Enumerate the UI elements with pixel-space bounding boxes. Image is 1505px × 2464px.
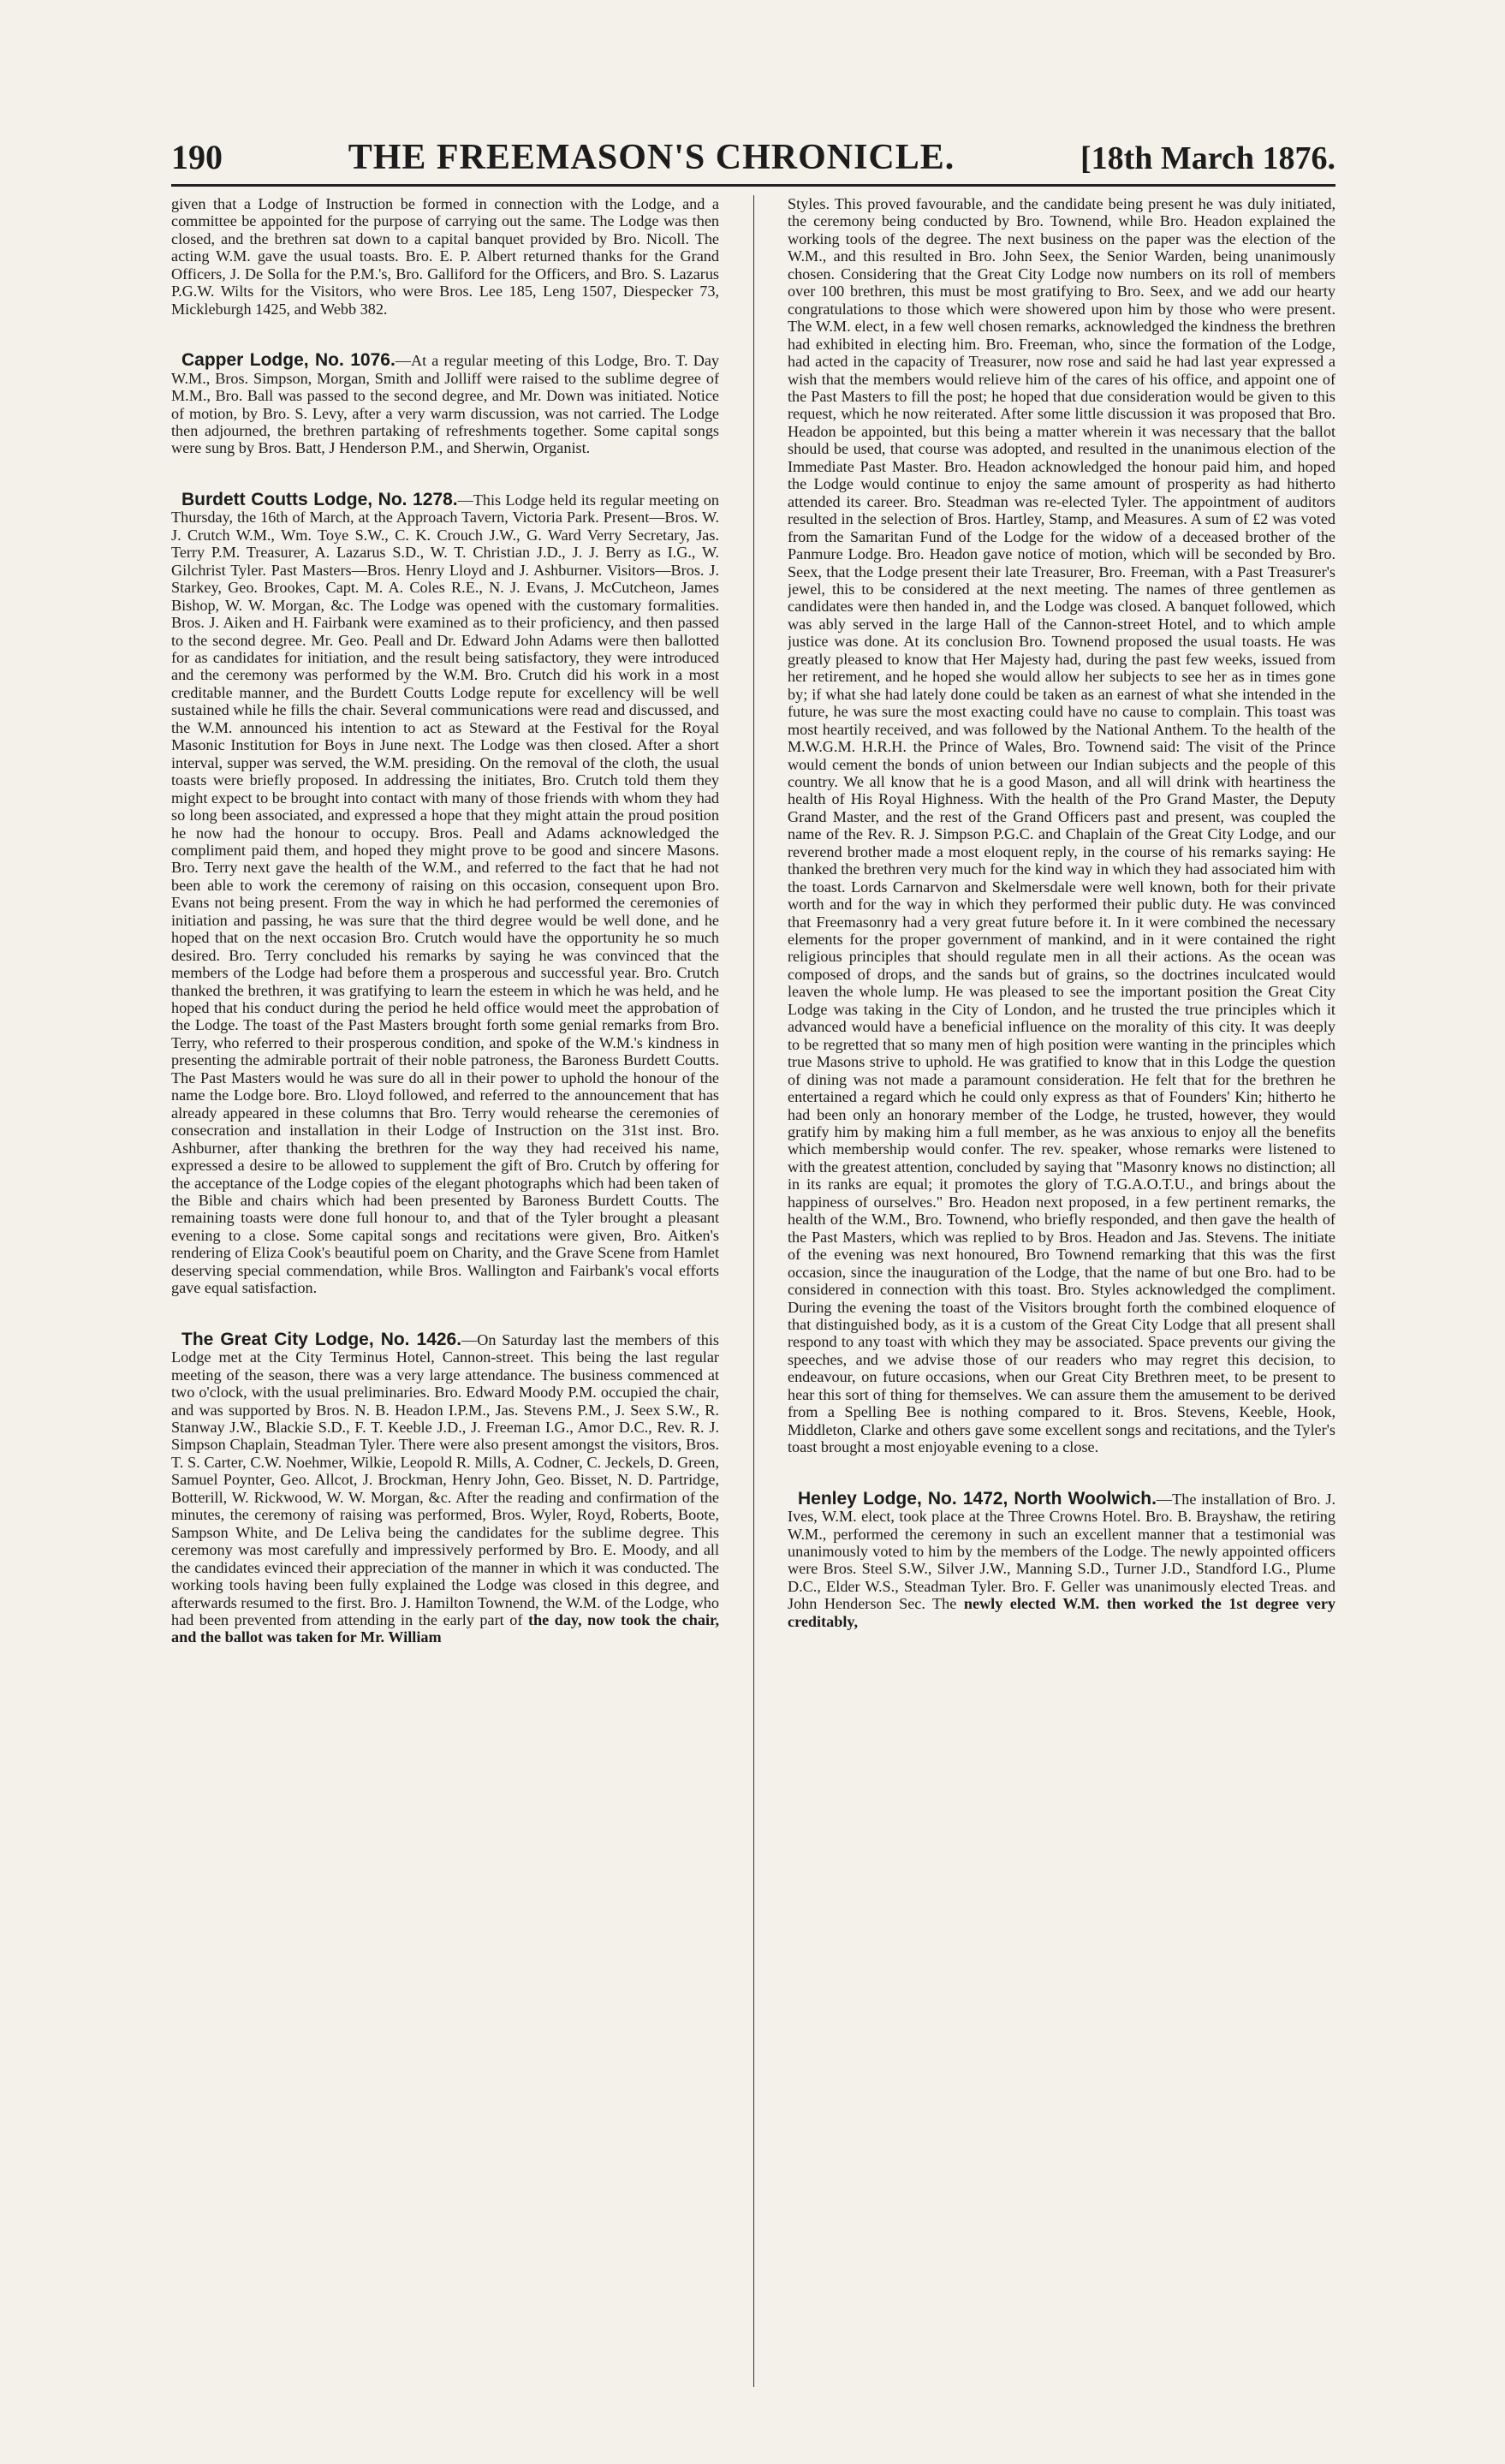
right-column	[788, 195, 1335, 2396]
masthead-title: THE FREEMASON'S CHRONICLE.	[348, 138, 955, 177]
article-heading: The Great City Lodge, No. 1426.	[181, 1329, 462, 1349]
page-number: 190	[171, 138, 223, 176]
article-body: —At a regular meeting of this Lodge, Bro. T. Day W.M., Bros. Simpson, Morgan, Smith and Jolliff were raised to the sublime degree of M.M., Bro. Ball was passed to the second degree, and Mr. Down was initiated. Notice of motion, by Bro. S. Levy, after a very warm discussion, was not carried. The Lodge then adjourned, the brethren partaking of refreshments together. Some capital songs were sung by Bros. Batt, J Henderson P.M., and Sherwin, Organist.	[171, 352, 719, 457]
article-burdett-coutts-lodge	[171, 491, 719, 1297]
article-continuation: Styles. This proved favourable, and the candidate being present he was duly initiated, the ceremony being conducted by Bro. Townend, while Bro. Headon explained the working tools of the degree. The next business on the paper was the election of the W.M., and this resulted in Bro. John Seex, the Senior Warden, being unanimously chosen. Considering that the Great City Lodge now numbers on its roll of members over 100 brethren, this must be most gratifying to Bro. Seex, and we add our hearty congratulations to those which were showered upon him by those who were present. The W.M. elect, in a few well chosen remarks, acknowledged the kindness the brethren had exhibited in electing him. Bro. Freeman, who, since the formation of the Lodge, had acted in the capacity of Treasurer, now rose and said he had last year expressed a wish that the members would relieve him of the cares of his office, and appoint one of the Past Masters to fill the post; he hoped that due consideration would be given to this request, which he now reiterated. After some little discussion it was proposed that Bro. Headon be appointed, but this being a matter wherein it was necessary that the ballot should be used, that course was adopted, and resulted in the unanimous election of the Immediate Past Master. Bro. Headon acknowledged the honour paid him, and hoped the Lodge would continue to enjoy the same amount of prosperity as had hitherto attended its career. Bro. Steadman was re-elected Tyler. The appointment of auditors resulted in the selection of Bros. Hartley, Stamp, and Measures. A sum of £2 was voted from the Samaritan Fund of the Lodge for the widow of a deceased brother of the Panmure Lodge. Bro. Headon gave notice of motion, which will be seconded by Bro. Seex, that the Lodge present their late Treasurer, Bro. Freeman, with a Past Treasurer's jewel, this to be considered at the next meeting. The names of three gentlemen as candidates were then handed in, and the Lodge was closed. A banquet followed, which was ably served in the large Hall of the Cannon-street Hotel, and to which ample justice was done. At its conclusion Bro. Townend proposed the usual toasts. He was greatly pleased to know that Her Majesty had, during the past few weeks, issued from her retirement, and he hoped she would allow her subjects to see her as in times gone by; if what she had lately done could be taken as an earnest of what she intended in the future, he was sure the most exacting could have no cause to complain. This toast was most heartily received, and was followed by the National Anthem. To the health of the M.W.G.M. H.R.H. the Prince of Wales, Bro. Townend said: The visit of the Prince would cement the bonds of union between our Indian subjects and the people of this country. We all know that he is a good Mason, and all will drink with heartiness the health of His Royal Highness. With the health of the Pro Grand Master, the Deputy Grand Master, and the rest of the Grand Officers past and present, was coupled the name of the Rev. R. J. Simpson P.G.C. and Chaplain of the Great City Lodge, and our reverend brother made a most eloquent reply, in the course of his remarks saying: He thanked the brethren very much for the kind way in which they had associated him with the toast. Lords Carnarvon and Skelmersdale were well known, both for their private worth and for the way in which they performed their public duty. He was convinced that Freemasonry had a very great future before it. In it were combined the necessary elements for the proper government of mankind, and in it were contained the right religious principles that should regulate men in all their actions. As the ocean was composed of drops, and the sands but of grains, so the doctrines inculcated would leaven the whole lump. He was pleased to see the important position the Great City Lodge was taking in the City of London, and he trusted the true principles which it advanced would have a beneficial influence on the morality of this city. It was deeply to be regretted that so many men of high position were wanting in the principles which true Masons strive to uphold. He was gratified to know that in this Lodge the question of dining was not made a paramount consideration. He felt that for the brethren he entertained a regard which he could only express as that of Founders' Kin; hitherto he had been only an honorary member of the Lodge, he trusted, however, they would gratify him by making him a full member, as he was anxious to enjoy all the benefits which membership would confer. The rev. speaker, whose remarks were listened to with the greatest attention, concluded by saying that "Masonry knows no distinction; all in its ranks are equal; it promotes the glory of T.G.A.O.T.U., and brings about the happiness of ourselves." Bro. Headon next proposed, in a few pertinent remarks, the health of the W.M., Bro. Townend, who briefly responded, and then gave the health of the Past Masters, which was replied to by Bros. Headon and Jas. Stevens. The initiate of the evening was next honoured, Bro Townend remarking that this was the first occasion, since the inauguration of the Lodge, that the name of but one Bro. had to be considered in connection with this toast. Bro. Styles acknowledged the compliment. During the evening the toast of the Visitors brought forth the combined eloquence of that distinguished body, as it is a custom of the Great City Lodge that all present shall respond to any toast with which they may be associated. Space prevents our giving the speeches, and we advise those of our readers who may regret this decision, to endeavour, on future occasions, when our Great City Brethren meet, to be present to hear this sort of thing for themselves. We can assure them the amusement to be derived from a Spelling Bee is nothing compared to it. Bros. Stevens, Keeble, Hook, Middleton, Clarke and others gave some excellent songs and recitations, and the Tyler's toast brought a most enjoyable evening to a close.	[788, 195, 1335, 1456]
article-henley-lodge	[788, 1488, 1335, 1631]
article-body: —On Saturday last the members of this Lodge met at the City Terminus Hotel, Cannon-street. This being the last regular meeting of the season, there was a very large attendance. The business commenced at two o'clock, with the usual preliminaries. Bro. Edward Moody P.M. occupied the chair, and was supported by Bros. N. B. Headon I.P.M., Jas. Stevens P.M., J. Seex S.W., R. Stanway J.W., Blackie S.D., F. T. Keeble J.D., J. Freeman I.G., Amor D.C., Rev. R. J. Simpson Chaplain, Steadman Tyler. There were also present amongst the visitors, Bros. T. S. Carter, C.W. Noehmer, Wilkie, Leopold R. Mills, A. Codner, C. Jeckels, D. Green, Samuel Poynter, Geo. Allcot, J. Brockman, Henry John, Geo. Bisset, N. D. Partridge, Botterill, W. Rickwood, W. W. Morgan, &c. After the reading and confirmation of the minutes, the ceremony of raising was performed, Bros. Wyler, Royd, Roberts, Boote, Sampson White, and De Leliva being the candidates for the sublime degree. This ceremony was most carefully and impressively performed by Bro. E. Moody, and all the candidates evinced their appreciation of the manner in which it was conducted. The working tools having been fully explained the Lodge was closed in this degree, and afterwards resumed to the first. Bro. J. Hamilton Townend, the W.M. of the Lodge, who had been prevented from attending in the early part of	[171, 1330, 719, 1628]
article-capper-lodge	[171, 352, 719, 457]
left-column	[171, 195, 719, 2396]
article-heading: Burdett Coutts Lodge, No. 1278.	[181, 489, 458, 509]
page-header	[171, 137, 1335, 178]
article-body: —The installation of Bro. J. Ives, W.M. elect, took place at the Three Crowns Hotel. Bro. B. Brayshaw, the retiring W.M., performed the ceremony in such an excellent manner that a testimonial was unanimously voted to him by the members of the Lodge. The newly appointed officers were Bros. Steel S.W., Silver J.W., Manning S.D., Turner J.D., Standford I.G., Plume D.C., Elder W.S., Steadman Tyler. Bro. F. Geller was unanimously elected Treas. and John Henderson Sec. The	[788, 1490, 1335, 1613]
article-body-last-line: the day, now took the chair, and the ballot was taken for Mr. William	[171, 1610, 719, 1646]
article-body-last-line: newly elected W.M. then worked the 1st degree very creditably,	[788, 1595, 1335, 1630]
article-heading: Henley Lodge, No. 1472, North Woolwich.	[798, 1488, 1157, 1509]
header-rule	[171, 184, 1335, 187]
article-great-city-lodge	[171, 1331, 719, 1646]
article-heading: Capper Lodge, No. 1076.	[181, 350, 396, 371]
column-divider	[753, 195, 754, 2387]
article-body: —This Lodge held its regular meeting on Thursday, the 16th of March, at the Approach Tavern, Victoria Park. Present—Bros. W. J. Crutch W.M., Wm. Toye S.W., C. K. Crouch J.W., G. Ward Verry Secretary, Jas. Terry P.M. Treasurer, A. Lazarus S.D., W. T. Christian J.D., J. J. Berry as I.G., W. Gilchrist Tyler. Past Masters—Bros. Henry Lloyd and J. Ashburner. Visitors—Bros. J. Starkey, Geo. Brookes, Capt. M. A. Coles R.E., N. J. Evans, J. McCutcheon, James Bishop, W. W. Morgan, &c. The Lodge was opened with the customary formalities. Bros. J. Aiken and H. Fairbank were examined as to their proficiency, and then passed to the second degree. Mr. Geo. Peall and Dr. Edward John Adams were then ballotted for as candidates for initiation, and the result being satisfactory, they were introduced and the ceremony was performed by the W.M. Bro. Crutch did his work in a most creditable manner, and the Burdett Coutts Lodge repute for excellency will be well sustained while he fills the chair. Several communications were read and discussed, and the W.M. announced his intention to act as Steward at the Festival for the Royal Masonic Institution for Boys in June next. The Lodge was then closed. After a short interval, supper was served, the W.M. presiding. On the removal of the cloth, the usual toasts were briefly proposed. In addressing the initiates, Bro. Crutch told them they might expect to be brought into contact with many of those friends with whom they had so long been associated, and expressed a hope that they might attain the proud position he now had the honour to occupy. Bros. Peall and Adams acknowledged the compliment paid them, and hoped they might prove to be good and sincere Masons. Bro. Terry next gave the health of the W.M., and referred to the fact that he had not been able to work the ceremony of raising on this occasion, consequent upon Bro. Evans not being present. From the way in which he had performed the ceremonies of initiation and passing, he was sure that the third degree would be well done, and he hoped that on the next occasion Bro. Crutch would have the opportunity he so much desired. Bro. Terry concluded his remarks by saying he was convinced that the members of the Lodge had before them a prosperous and successful year. Bro. Crutch thanked the brethren, it was gratifying to learn the esteem in which he was held, and he hoped that his conduct during the period he held office would meet the approbation of the Lodge. The toast of the Past Masters brought forth some genial remarks from Bro. Terry, who referred to their prosperous condition, and spoke of the W.M.'s kindness in presenting the admirable portrait of their noble patroness, the Baroness Burdett Coutts. The Past Masters would he was sure do all in their power to uphold the honour of the name the Lodge bore. Bro. Lloyd followed, and referred to the announcement that has already appeared in these columns that Bro. Terry would rehearse the ceremonies of consecration and installation in their Lodge of Instruction on the 31st inst. Bro. Ashburner, after thanking the brethren for the way they had received his name, expressed a desire to be allowed to supplement the gift of Bro. Crutch by offering for the acceptance of the Lodge copies of the elegant photographs which had been taken of the Bible and chairs which had been presented by Baroness Burdett Coutts. The remaining toasts were done full honour to, and that of the Tyler brought a pleasant evening to a close. Some capital songs and recitations were given, Bro. Aitken's rendering of Eliza Cook's beautiful poem on Charity, and the Grave Scene from Hamlet deserving special commendation, while Bros. Wallington and Fairbank's vocal efforts gave equal satisfaction.	[171, 491, 719, 1297]
article-continuation: given that a Lodge of Instruction be formed in connection with the Lodge, and a committee be appointed for the purpose of carrying out the same. The Lodge was then closed, and the brethren sat down to a capital banquet provided by Bro. Nicoll. The acting W.M. gave the usual toasts. Bro. E. P. Albert returned thanks for the Grand Officers, J. De Solla for the P.M.'s, Bro. Galliford for the Officers, and Bro. S. Lazarus P.G.W. Wilts for the Visitors, who were Bros. Lee 185, Leng 1507, Diespecker 73, Mickleburgh 1425, and Webb 382.	[171, 195, 719, 318]
issue-date: [18th March 1876.	[1080, 140, 1335, 176]
